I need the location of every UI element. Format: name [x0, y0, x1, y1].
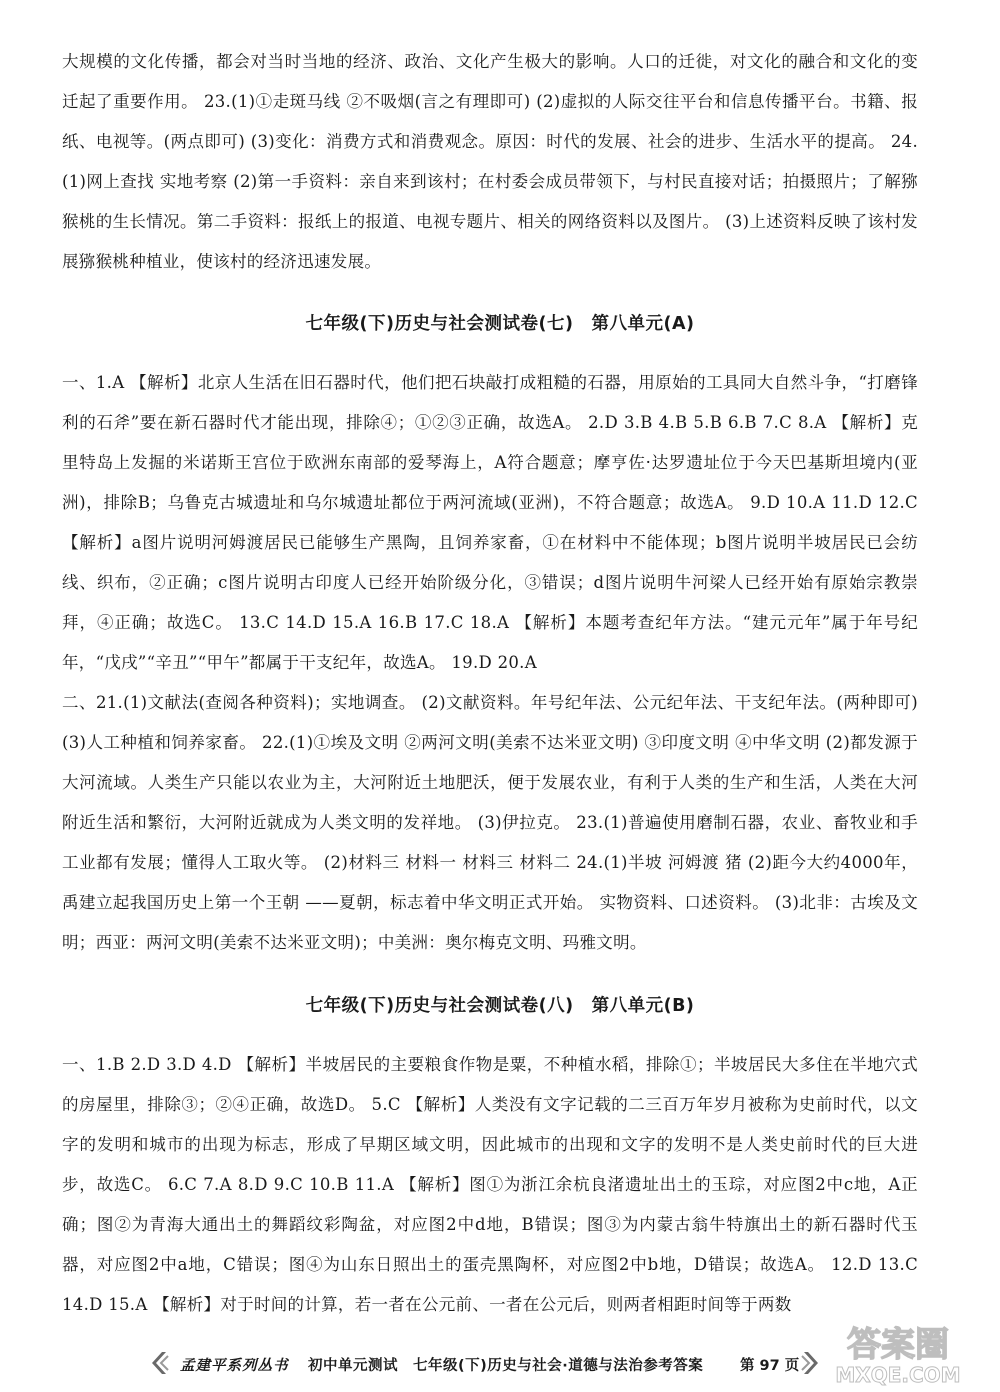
intro-paragraph: [62, 42, 918, 282]
section-8-part-1: [62, 1045, 918, 1325]
footer-description: 初中单元测试 七年级(下)历史与社会·道德与法治参考答案: [308, 1358, 704, 1374]
section-8-part-1-text: 一、1.B 2.D 3.D 4.D 【解析】半坡居民的主要粮食作物是粟，不种植水稻，排除①；半坡居民大多住在半地穴式的房屋里，排除③；②④正确，故选D。 5.C 【解析】人类没有文字记载的二三百万年岁月被称为史前时代，以文字的发明和城市的出现为标志，形成了早期区域文明，因此城市的出现和文字的发明不是人类史前时代的巨大进步，故选C。 6.C 7.A 8.D 9.C 10.B 11.A 【解析】图①为浙江余杭良渚遗址出土的玉琮，对应图2中c地，A正确；图②为青海大通出土的舞蹈纹彩陶盆，对应图2中d地，B错误；图③为内蒙古翁牛特旗出土的新石器时代玉器，对应图2中a地，C错误；图④为山东日照出土的蛋壳黑陶杯，对应图2中b地，D错误；故选A。 12.D 13.C 14.D 15.A 【解析】对于时间的计算，若一者在公元前、一者在公元后，则两者相距时间等于两数: [62, 1055, 918, 1314]
section-7-part-2: [62, 683, 918, 963]
watermark-line-2: MXQE.COM: [835, 1363, 961, 1387]
intro-text: 大规模的文化传播，都会对当时当地的经济、政治、文化产生极大的影响。人口的迁徙，对文化的融合和文化的变迁起了重要作用。 23.(1)①走斑马线 ②不吸烟(言之有理即可) (2)虚拟的人际交往平台和信息传播平台。书籍、报纸、电视等。(两点即可) (3)变化：消费方式和消费观念。原因：时代的发展、社会的进步、生活水平的提高。 24.(1)网上查找 实地考察 (2)第一手资料：亲自来到该村；在村委会成员带领下，与村民直接对话；拍摄照片；了解猕猴桃的生长情况。第二手资料：报纸上的报道、电视专题片、相关的网络资料以及图片。 (3)上述资料反映了该村发展猕猴桃种植业，使该村的经济迅速发展。: [62, 52, 918, 271]
chevron-left-icon: [148, 1350, 170, 1376]
section-7-part-2-text: 二、21.(1)文献法(查阅各种资料)；实地调查。 (2)文献资料。年号纪年法、公元纪年法、干支纪年法。(两种即可) (3)人工种植和饲养家畜。 22.(1)①埃及文明 ②两河文明(美索不达米亚文明) ③印度文明 ④中华文明 (2)都发源于大河流域。人类生产只能以农业为主，大河附近土地肥沃，便于发展农业，有利于人类的生产和生活，人类在大河附近生活和繁衍，大河附近就成为人类文明的发祥地。 (3)伊拉克。 23.(1)普遍使用磨制石器，农业、畜牧业和手工业都有发展；懂得人工取火等。 (2)材料三 材料一 材料三 材料二 24.(1)半坡 河姆渡 猪 (2)距今大约4000年，禹建立起我国历史上第一个王朝 ——夏朝，标志着中华文明正式开始。 实物资料、口述资料。 (3)北非：古埃及文明；西亚：两河文明(美索不达米亚文明)；中美洲：奥尔梅克文明、玛雅文明。: [62, 693, 918, 952]
page-number: 第 97 页: [740, 1358, 800, 1374]
section-7-part-1: [62, 363, 918, 683]
section-7-title: 七年级(下)历史与社会测试卷(七) 第八单元(A): [305, 314, 695, 334]
footer-brand: 孟建平系列丛书: [180, 1358, 289, 1374]
watermark-logo: [818, 1318, 978, 1388]
section-7-part-1-text: 一、1.A 【解析】北京人生活在旧石器时代，他们把石块敲打成粗糙的石器，用原始的工具同大自然斗争，“打磨锋利的石斧”要在新石器时代才能出现，排除④；①②③正确，故选A。 2.D 3.B 4.B 5.B 6.B 7.C 8.A 【解析】克里特岛上发掘的米诺斯王宫位于欧洲东南部的爱琴海上，A符合题意；摩亨佐·达罗遗址位于今天巴基斯坦境内(亚洲)，排除B；乌鲁克古城遗址和乌尔城遗址都位于两河流域(亚洲)，不符合题意；故选A。 9.D 10.A 11.D 12.C 【解析】a图片说明河姆渡居民已能够生产黑陶，且饲养家畜，①在材料中不能体现；b图片说明半坡居民已会纺线、织布，②正确；c图片说明古印度人已经开始阶级分化，③错误；d图片说明牛河梁人已经开始有原始宗教崇拜，④正确；故选C。 13.C 14.D 15.A 16.B 17.C 18.A 【解析】本题考查纪年方法。“建元元年”属于年号纪年，“戊戌”“辛丑”“甲午”都属于干支纪年，故选A。 19.D 20.A: [62, 373, 918, 672]
section-8-title: 七年级(下)历史与社会测试卷(八) 第八单元(B): [305, 996, 695, 1016]
watermark-line-1: 答案圈: [847, 1325, 949, 1365]
